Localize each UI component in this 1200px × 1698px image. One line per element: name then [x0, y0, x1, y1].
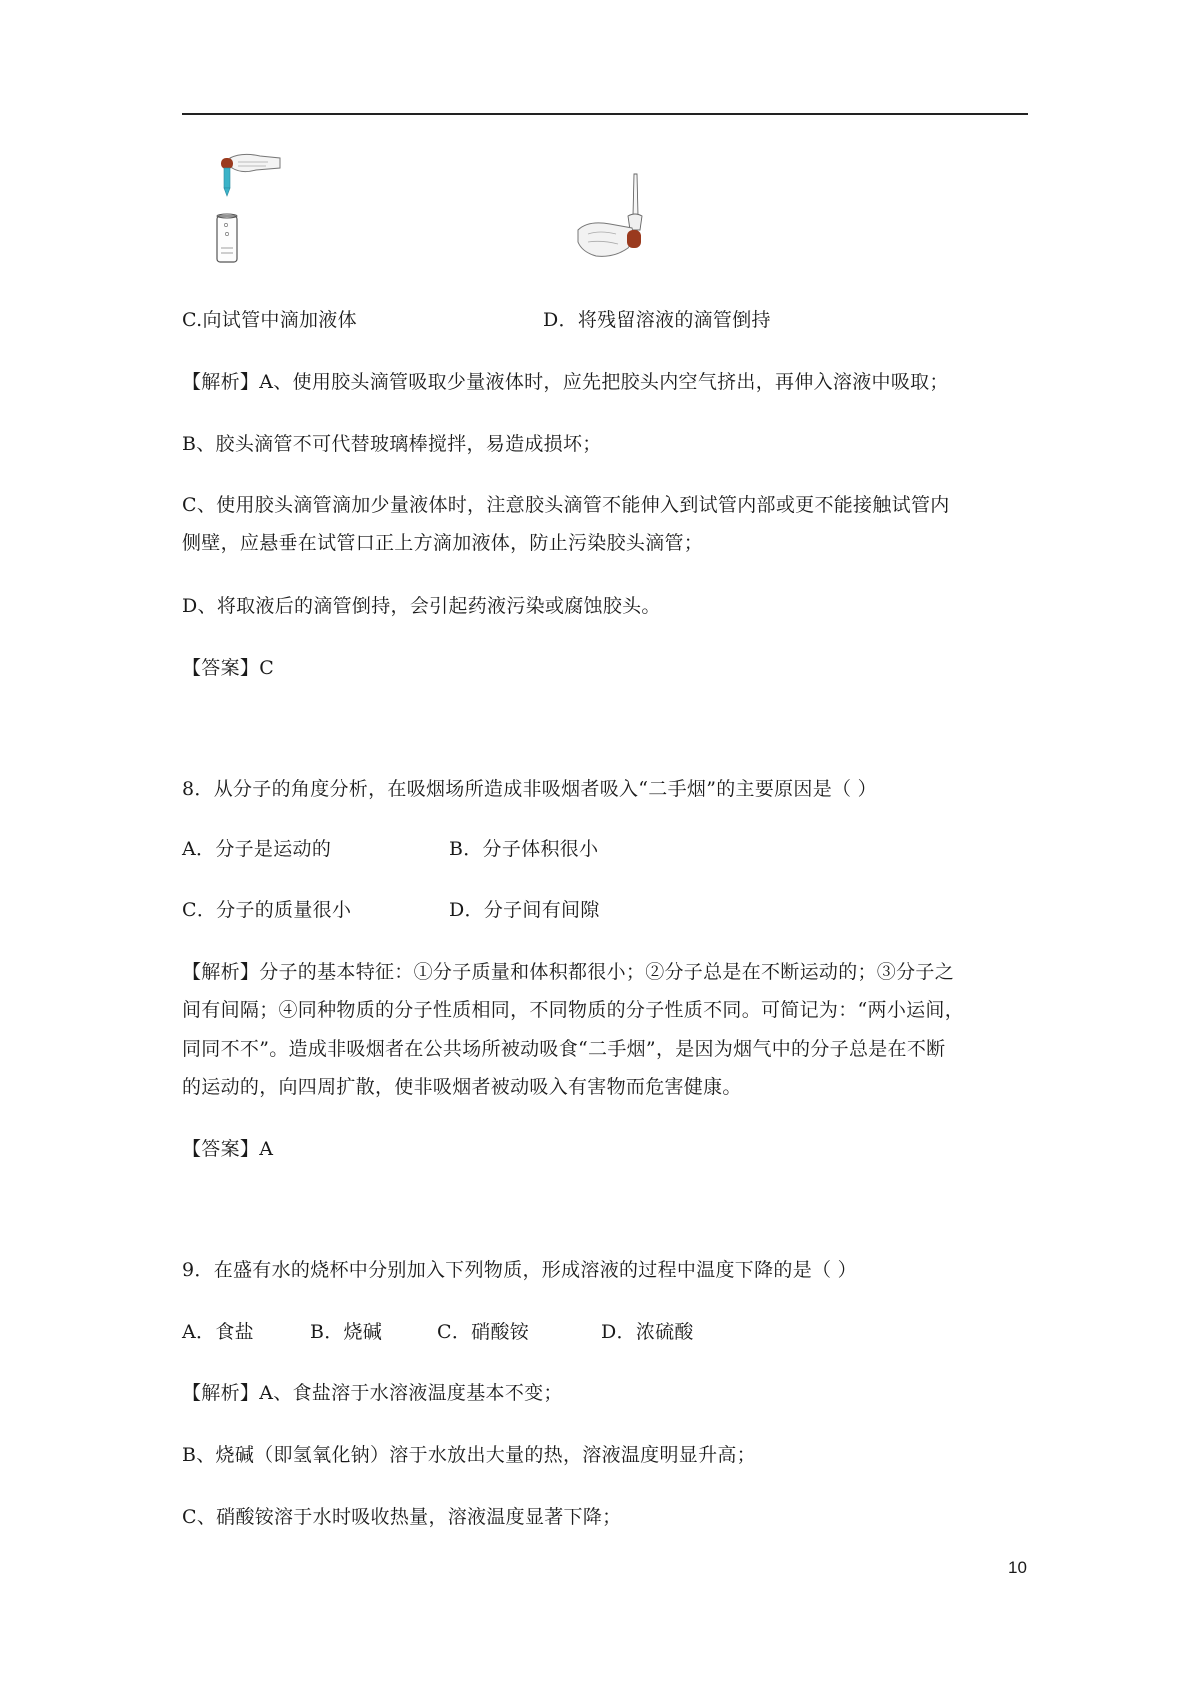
q8-option-c: C．分子的质量很小	[182, 899, 352, 921]
q7-option-c: C.向试管中滴加液体	[182, 309, 357, 331]
header-rule	[182, 113, 1028, 115]
q9-option-b: B．烧碱	[310, 1321, 383, 1343]
q8-analysis-line-1: 【解析】分子的基本特征：①分子质量和体积都很小；②分子总是在不断运动的；③分子之	[182, 961, 955, 983]
q8-analysis-line-4: 的运动的，向四周扩散，使非吸烟者被动吸入有害物而危害健康。	[182, 1076, 742, 1098]
q7-answer: 【答案】C	[182, 657, 275, 679]
q8-option-a: A．分子是运动的	[182, 838, 332, 860]
q7-analysis-line-5: D、将取液后的滴管倒持，会引起药液污染或腐蚀胶头。	[182, 595, 661, 617]
page-number: 10	[1008, 1558, 1027, 1577]
q8-analysis-line-3: 同同不不”。造成非吸烟者在公共场所被动吸食“二手烟”，是因为烟气中的分子总是在不断	[182, 1038, 946, 1060]
dropper-held-inverted-icon	[574, 172, 652, 270]
q9-analysis-line-1: 【解析】A、食盐溶于水溶液温度基本不变；	[182, 1382, 563, 1404]
q7-analysis-line-2: B、胶头滴管不可代替玻璃棒搅拌，易造成损坏；	[182, 433, 602, 455]
q8-question: 8．从分子的角度分析，在吸烟场所造成非吸烟者吸入“二手烟”的主要原因是（ ）	[182, 778, 877, 800]
q8-option-b: B．分子体积很小	[449, 838, 599, 860]
q7-analysis-line-3: C、使用胶头滴管滴加少量液体时，注意胶头滴管不能伸入到试管内部或更不能接触试管内	[182, 494, 950, 516]
q8-analysis-line-2: 间有间隔；④同种物质的分子性质相同，不同物质的分子性质不同。可简记为：“两小运间，	[182, 999, 965, 1021]
q9-question: 9．在盛有水的烧杯中分别加入下列物质，形成溶液的过程中温度下降的是（ ）	[182, 1259, 857, 1281]
q9-analysis-line-2: B、烧碱（即氢氧化钠）溶于水放出大量的热，溶液温度明显升高；	[182, 1444, 756, 1466]
q9-analysis-line-3: C、硝酸铵溶于水时吸收热量，溶液温度显著下降；	[182, 1506, 622, 1528]
q9-option-a: A．食盐	[182, 1321, 254, 1343]
q7-analysis-line-4: 侧壁，应悬垂在试管口正上方滴加液体，防止污染胶头滴管；	[182, 532, 704, 554]
q8-option-d: D．分子间有间隙	[449, 899, 600, 921]
q9-option-c: C．硝酸铵	[437, 1321, 530, 1343]
q9-option-d: D．浓硫酸	[601, 1321, 694, 1343]
q7-analysis-line-1: 【解析】A、使用胶头滴管吸取少量液体时，应先把胶头内空气挤出，再伸入溶液中吸取；	[182, 371, 949, 393]
q8-answer: 【答案】A	[182, 1138, 274, 1160]
dropper-over-test-tube-icon	[212, 150, 284, 270]
q7-option-d: D．将残留溶液的滴管倒持	[543, 309, 771, 331]
